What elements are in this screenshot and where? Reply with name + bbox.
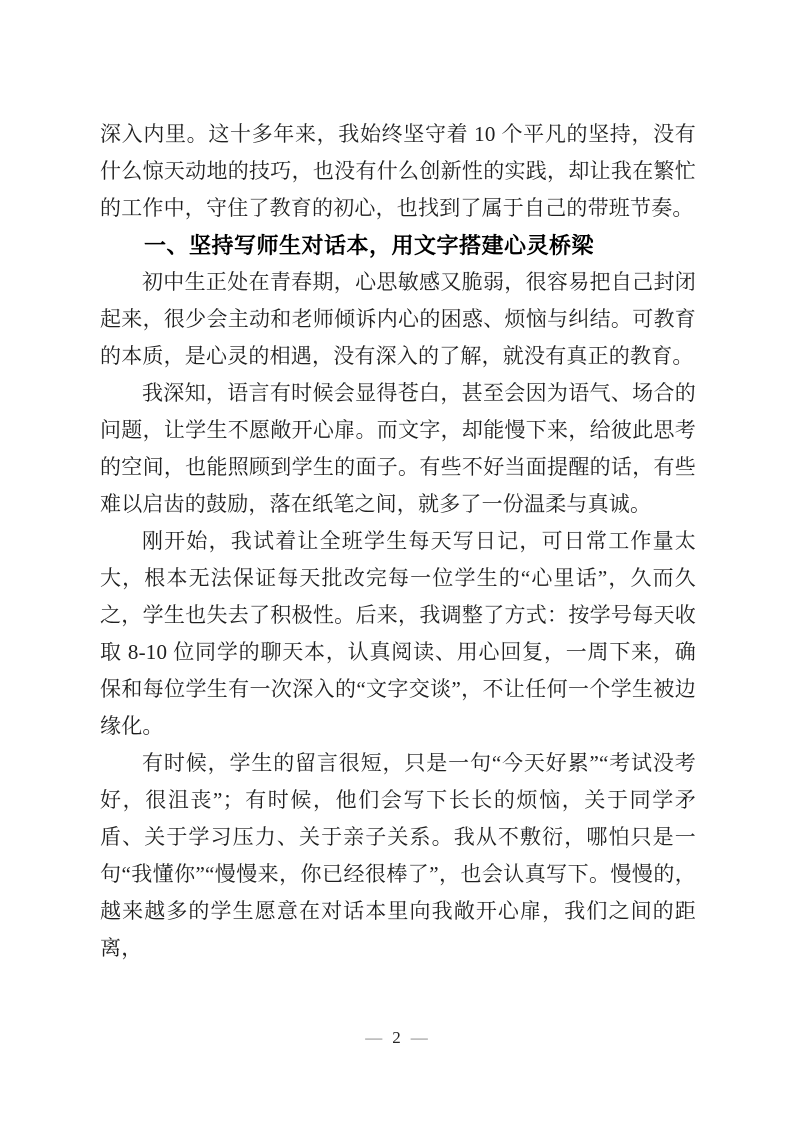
page-number-dash-right: —: [410, 1028, 428, 1047]
body-paragraph: 初中生正处在青春期，心思敏感又脆弱，很容易把自己封闭起来，很少会主动和老师倾诉内心的困惑、烦恼与纠结。可教育的本质，是心灵的相遇，没有深入的了解，就没有真正的教育。: [100, 270, 696, 368]
paragraph-continuation: 深入内里。这十多年来，我始终坚守着 10 个平凡的坚持，没有什么惊天动地的技巧，也没有什么创新性的实践，却让我在繁忙的工作中，守住了教育的初心，也找到了属于自己的带班节奏。: [100, 122, 696, 220]
body-paragraph: 我深知，语言有时候会显得苍白，甚至会因为语气、场合的问题，让学生不愿敞开心扉。而文字，却能慢下来，给彼此思考的空间，也能照顾到学生的面子。有些不好当面提醒的话，有些难以启齿的鼓励，落在纸笔之间，就多了一份温柔与真诚。: [100, 381, 696, 516]
page-number: [0, 1026, 793, 1050]
body-paragraph: 刚开始，我试着让全班学生每天写日记，可日常工作量太大，根本无法保证每天批改完每一位学生的“心里话”，久而久之，学生也失去了积极性。后来，我调整了方式：按学号每天收取 8-10 位同学的聊天本，认真阅读、用心回复，一周下来，确保和每位学生有一次深入的“文字交谈”，不让任何一个学生被边缘化。: [100, 529, 696, 738]
page-number-dash-left: —: [365, 1028, 383, 1047]
document-body: [100, 116, 696, 967]
section-heading: 一、坚持写师生对话本，用文字搭建心灵桥梁: [144, 233, 595, 258]
body-paragraph: 有时候，学生的留言很短，只是一句“今天好累”“考试没考好，很沮丧”；有时候，他们会写下长长的烦恼，关于同学矛盾、关于学习压力、关于亲子关系。我从不敷衍，哪怕只是一句“我懂你”“慢慢来，你已经很棒了”，也会认真写下。慢慢的，越来越多的学生愿意在对话本里向我敞开心扉，我们之间的距离，: [100, 751, 696, 960]
page-number-value: 2: [392, 1028, 401, 1047]
